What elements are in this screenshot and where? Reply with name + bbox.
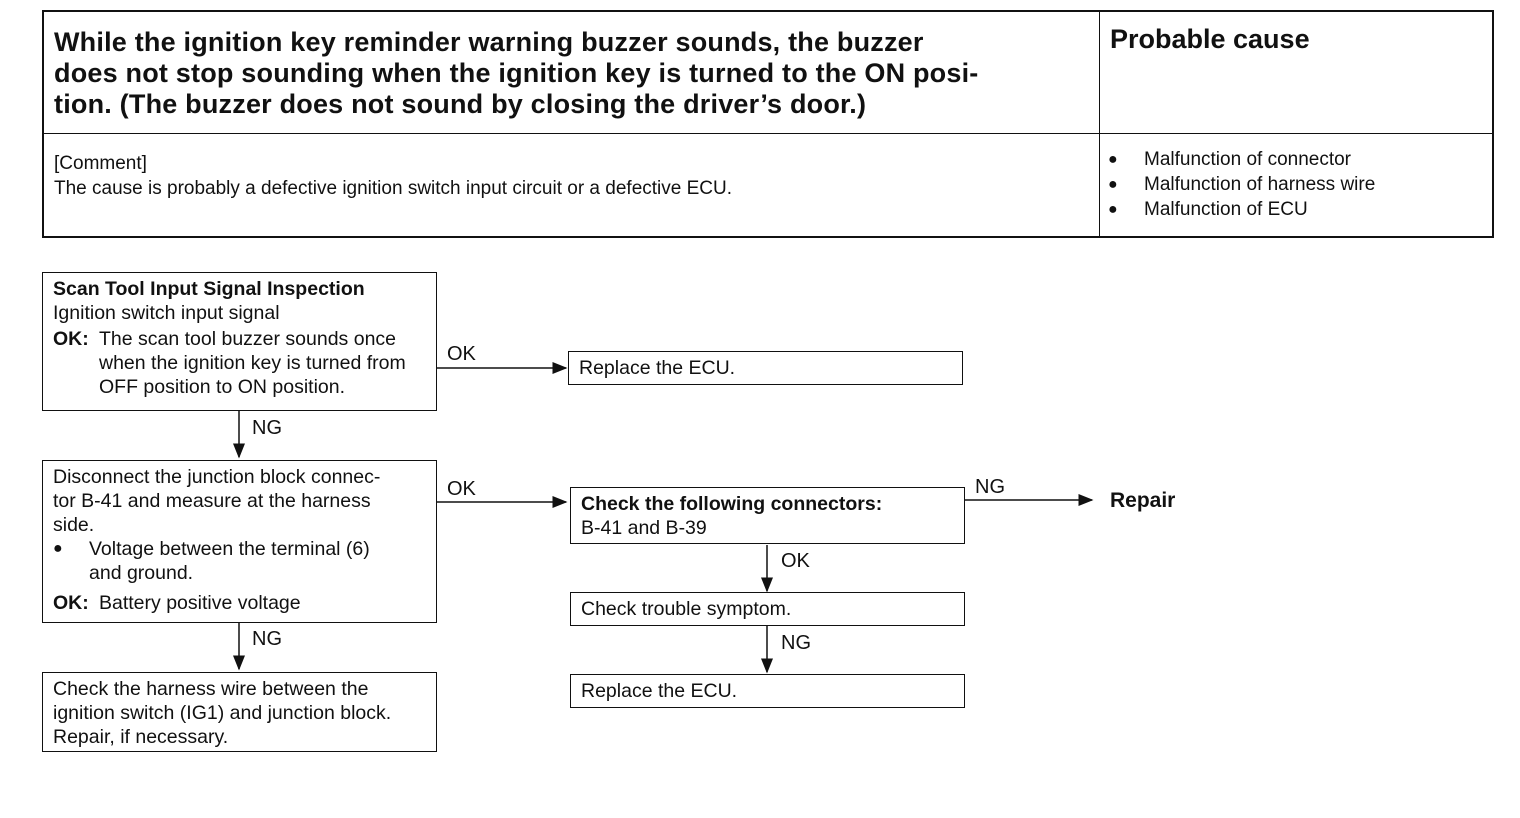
step-text: Replace the ECU.: [579, 357, 736, 379]
cause-text: Malfunction of ECU: [1144, 199, 1308, 220]
branch-label-ok: OK: [781, 550, 810, 572]
check-connectors-box: [570, 487, 965, 544]
bullet-icon: ●: [1108, 151, 1118, 168]
scan-tool-inspection-box: [42, 272, 437, 411]
step-subtitle: Ignition switch input signal: [53, 302, 280, 324]
branch-label-ng: NG: [781, 632, 811, 654]
step-text: B-41 and B-39: [581, 517, 707, 539]
step-title: Scan Tool Input Signal Inspection: [53, 278, 365, 300]
branch-label-ok: OK: [447, 478, 476, 500]
check-harness-box: [42, 672, 437, 752]
list-item: [53, 537, 426, 561]
ok-text: when the ignition key is turned from: [99, 352, 406, 374]
comment-label: [Comment]: [54, 153, 147, 174]
branch-label-ng: NG: [252, 417, 282, 439]
step-text: Disconnect the junction block connec-: [53, 466, 381, 488]
check-symptom-box: [570, 592, 965, 626]
branch-label-ng: NG: [975, 476, 1005, 498]
step-text: tor B-41 and measure at the harness: [53, 490, 371, 512]
ok-condition: [53, 591, 426, 615]
step-text: Check the harness wire between the: [53, 678, 369, 700]
symptom-title-line: While the ignition key reminder warning buzzer sounds, the buzzer: [54, 27, 924, 57]
symptom-title-line: does not stop sounding when the ignition key is turned to the ON posi-: [54, 58, 979, 88]
bullet-text: and ground.: [89, 562, 194, 584]
comment-text: The cause is probably a defective ignition switch input circuit or a defective ECU.: [54, 178, 732, 199]
ok-text: Battery positive voltage: [99, 592, 301, 614]
bullet-icon: ●: [53, 540, 63, 557]
step-text: side.: [53, 514, 95, 536]
ok-condition: [53, 327, 426, 351]
replace-ecu-box-2: [570, 674, 965, 708]
step-text: Replace the ECU.: [581, 680, 738, 702]
branch-label-ng: NG: [252, 628, 282, 650]
bullet-icon: ●: [1108, 176, 1118, 193]
step-text: Repair, if necessary.: [53, 726, 229, 748]
ok-key: OK:: [53, 592, 89, 614]
ok-text: The scan tool buzzer sounds once: [99, 328, 397, 350]
branch-label-ok: OK: [447, 343, 476, 365]
step-text: Check trouble symptom.: [581, 598, 792, 620]
cause-text: Malfunction of harness wire: [1144, 174, 1376, 195]
step-text: ignition switch (IG1) and junction block.: [53, 702, 392, 724]
symptom-title-line: tion. (The buzzer does not sound by closing the driver’s door.): [54, 89, 867, 119]
ok-key: OK:: [53, 328, 89, 350]
bullet-text: Voltage between the terminal (6): [89, 538, 370, 560]
bullet-icon: ●: [1108, 201, 1118, 218]
step-title: Check the following connectors:: [581, 493, 883, 515]
ok-text: OFF position to ON position.: [99, 376, 346, 398]
cause-text: Malfunction of connector: [1144, 149, 1352, 170]
replace-ecu-box: [568, 351, 963, 385]
junction-block-measure-box: [42, 460, 437, 623]
probable-cause-heading: Probable cause: [1110, 24, 1310, 54]
repair-label: Repair: [1110, 489, 1176, 512]
